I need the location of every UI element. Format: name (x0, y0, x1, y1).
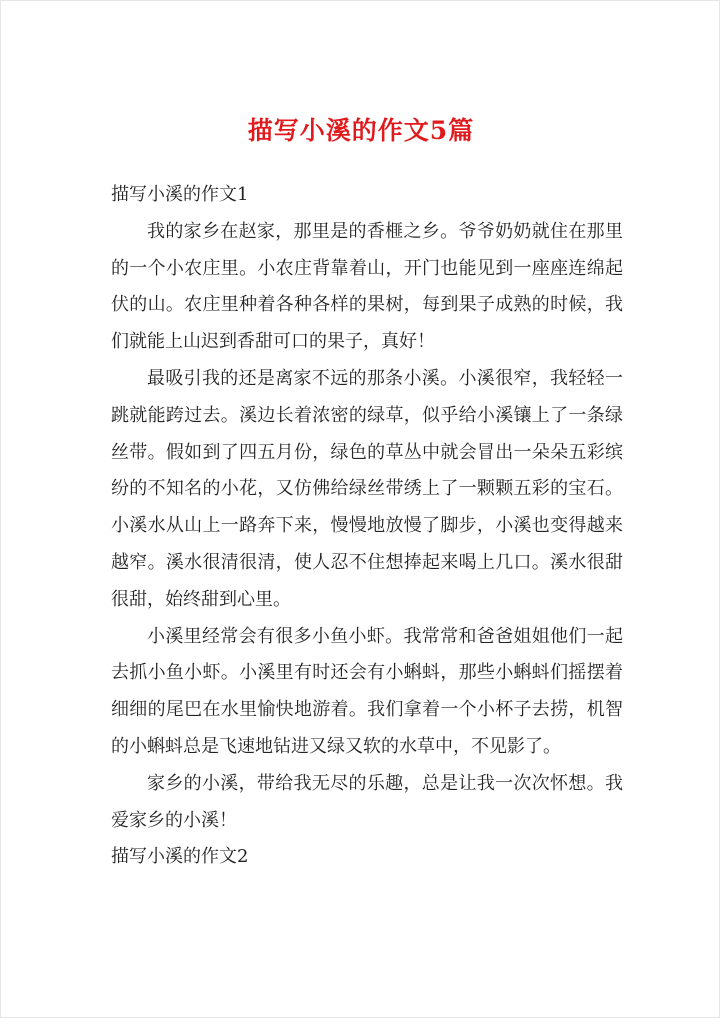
paragraph-3: 小溪里经常会有很多小鱼小虾。我常常和爸爸姐姐他们一起去抓小鱼小虾。小溪里有时还会有小蝌蚪，那些小蝌蚪们摇摆着细细的尾巴在水里愉快地游着。我们拿着一个小杯子去捞，机智的小蝌蚪总是飞速地钻进又绿又软的水草中，不见影了。 (111, 625, 623, 757)
document-body (111, 177, 623, 876)
paragraph-2: 最吸引我的还是离家不远的那条小溪。小溪很窄，我轻轻一跳就能跨过去。溪边长着浓密的绿草，似乎给小溪镶上了一条绿丝带。假如到了四五月份，绿色的草丛中就会冒出一朵朵五彩缤纷的不知名的小花，又仿佛给绿丝带绣上了一颗颗五彩的宝石。小溪水从山上一路奔下来，慢慢地放慢了脚步，小溪也变得越来越窄。溪水很清很清，使人忍不住想捧起来喝上几口。溪水很甜很甜，始终甜到心里。 (111, 367, 623, 610)
paragraph-1: 我的家乡在赵家，那里是的香榧之乡。爷爷奶奶就住在那里的一个小农庄里。小农庄背靠着山，开门也能见到一座座连绵起伏的山。农庄里种着各种各样的果树，每到果子成熟的时候，我们就能上山迟到香甜可口的果子，真好！ (111, 220, 623, 353)
document-title: 描写小溪的作文5篇 (247, 116, 475, 145)
section-heading-1: 描写小溪的作文1 (111, 184, 249, 205)
paragraph-4: 家乡的小溪，带给我无尽的乐趣，总是让我一次次怀想。我爱家乡的小溪！ (111, 772, 623, 831)
section-heading-2: 描写小溪的作文2 (111, 846, 249, 868)
